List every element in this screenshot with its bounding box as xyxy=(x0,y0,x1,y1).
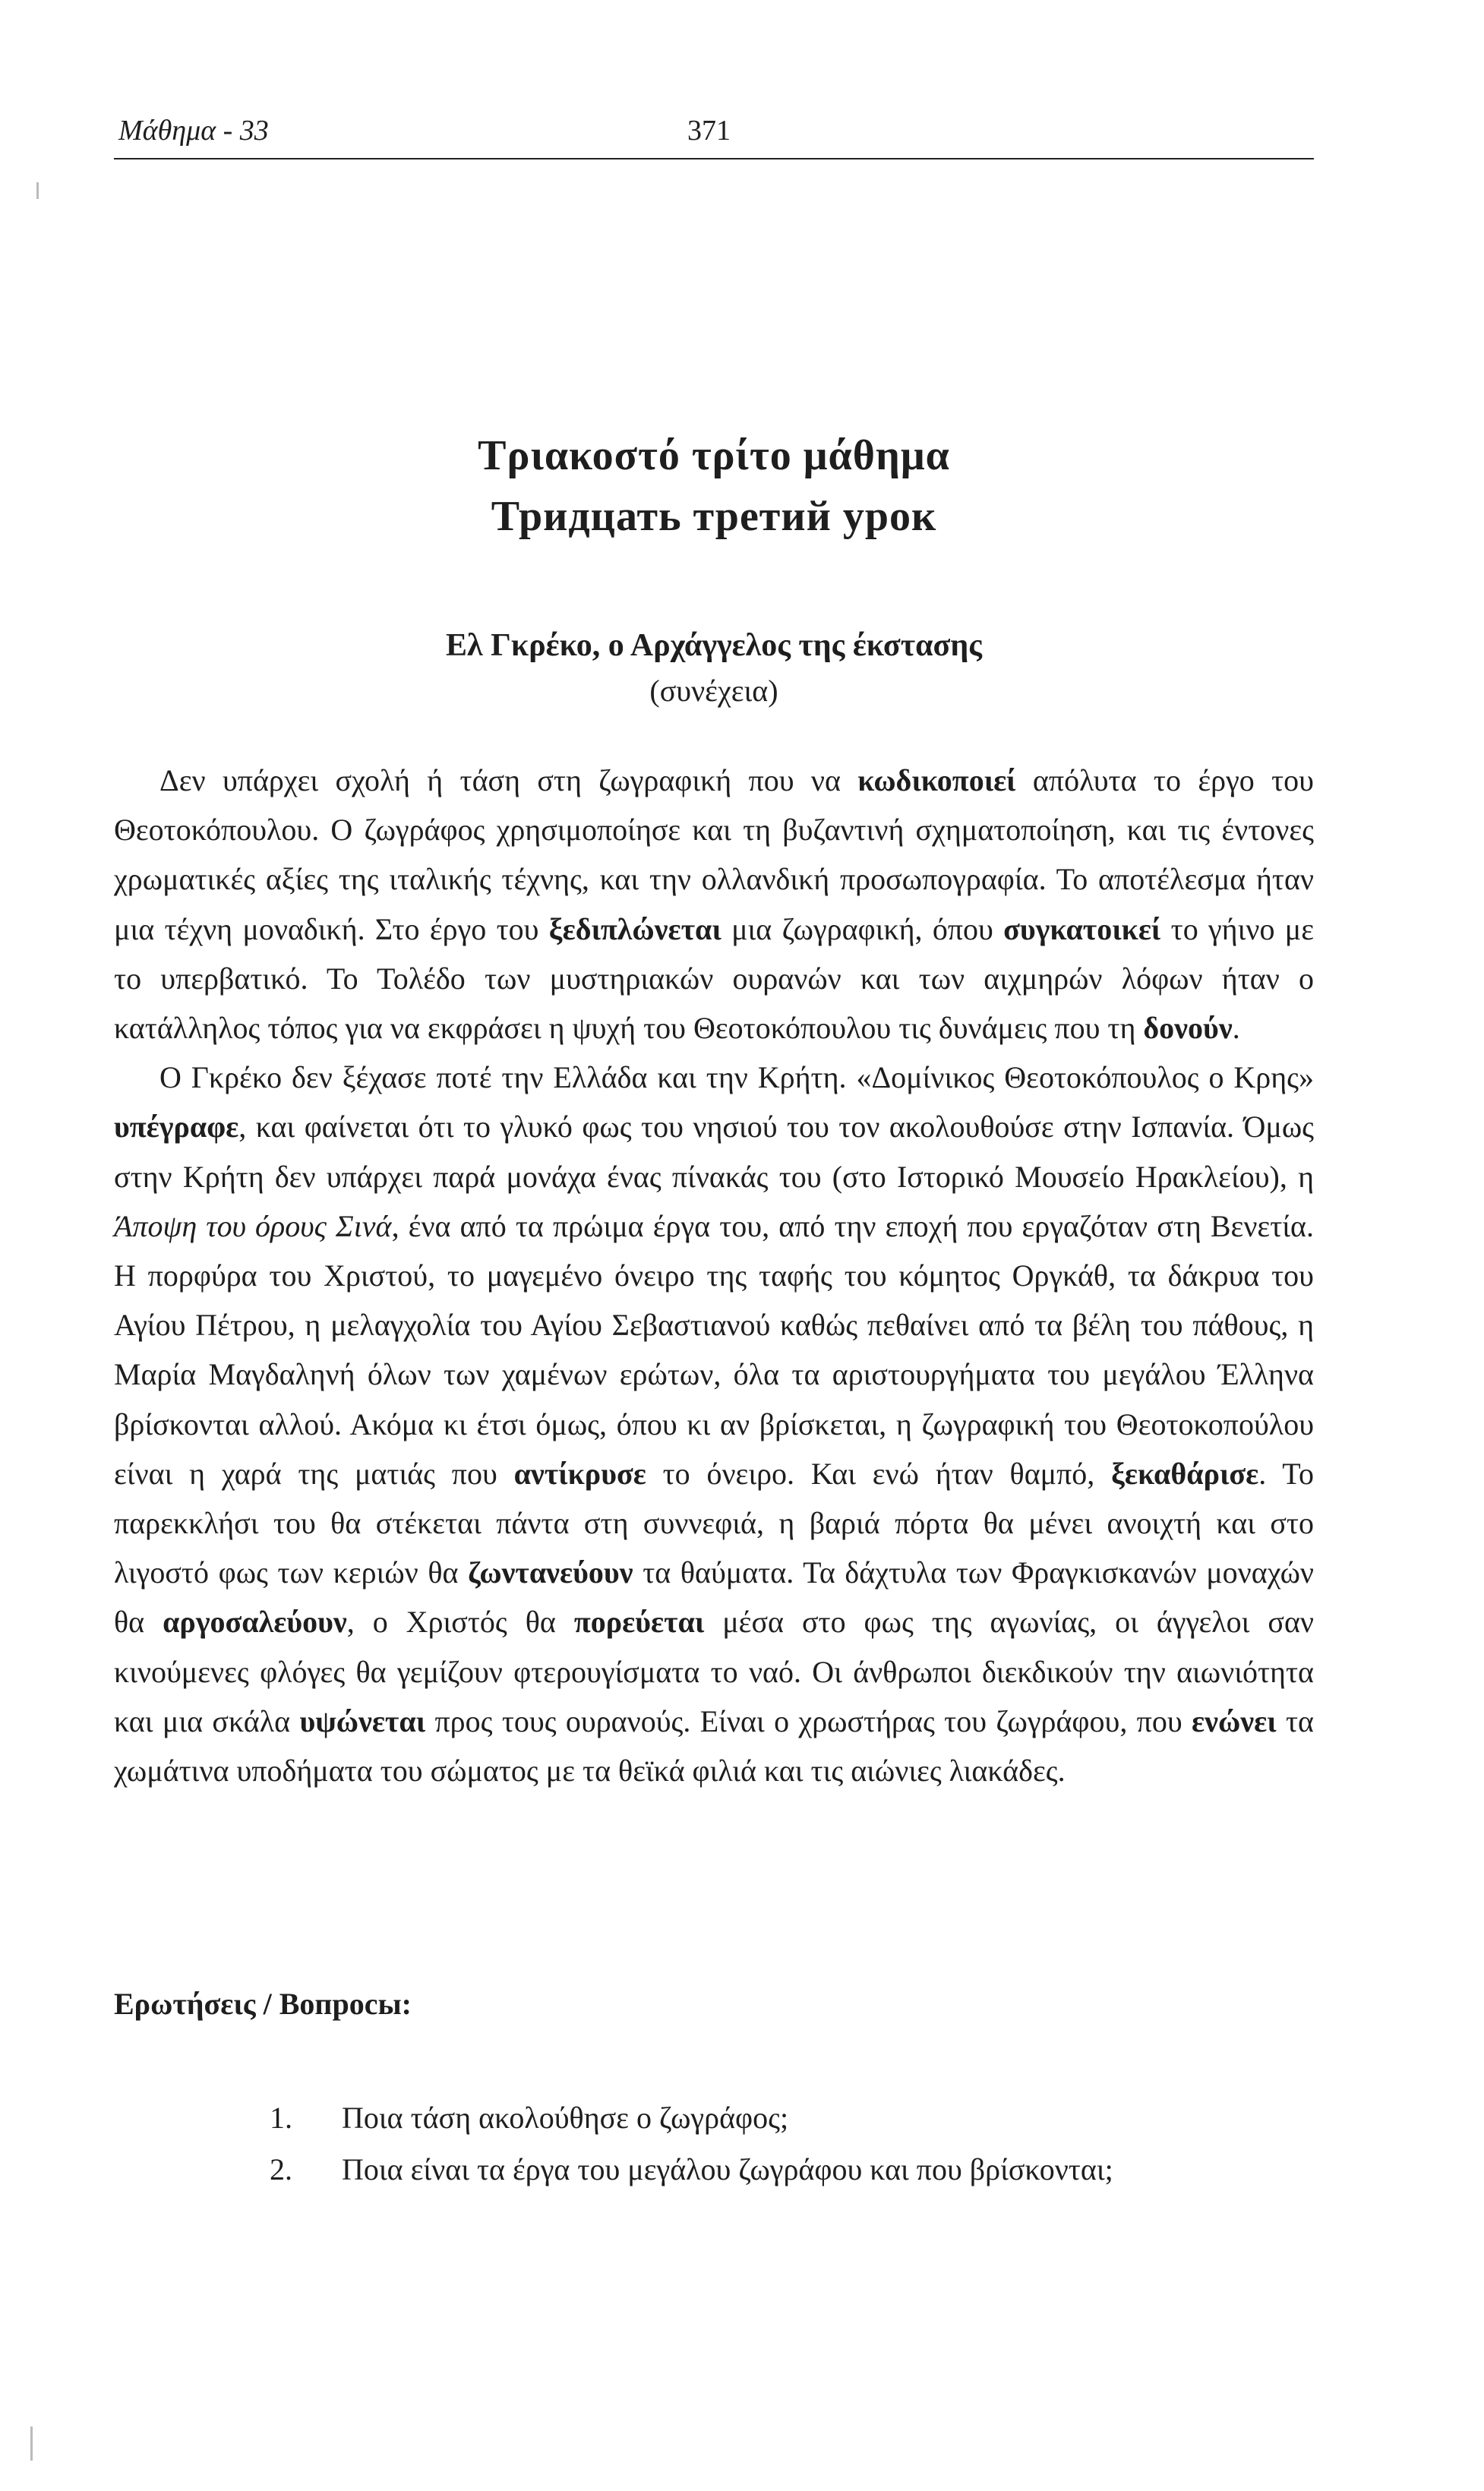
bold-word: αργοσαλεύουν xyxy=(163,1605,347,1640)
scan-margin-mark xyxy=(36,182,39,199)
text-run: προς τους ουρανούς. Είναι ο χρωστήρας του ζωγράφου, που xyxy=(425,1703,1192,1738)
text-run: , ο Χριστός θα xyxy=(346,1605,574,1640)
text-run: το γήινο με το υπερβατικό. Το Τολέδο των μυστηριακών ουρανών και των αιχμηρών λόφων ήταν ο κατάλληλος τόπος για να εκφράσει η ψυχή του Θεοτοκόπουλου τις δυνάμεις που τη xyxy=(114,911,1314,1046)
lesson-title xyxy=(114,425,1314,547)
question-item xyxy=(270,2092,1333,2144)
bold-word: συγκατοικεί xyxy=(1003,911,1161,946)
section-heading xyxy=(114,623,1314,714)
section-continued: (συνέχεια) xyxy=(649,674,778,708)
text-run: Δεν υπάρχει σχολή ή τάση στη ζωγραφική που να xyxy=(159,763,858,797)
paragraph-1 xyxy=(114,756,1314,1053)
text-run: , ένα από τα πρώιμα έργα του, από την εποχή που εργαζόταν στη Βενετία. Η πορφύρα του Χριστού, το μαγεμένο όνειρο της ταφής του κόμητος Οργκάθ, τα δάκρυα του Αγίου Πέτρου, η μελαγχολία του Αγίου Σεβαστιανού καθώς πεθαίνει από τα βέλη του πάθους, η Μαρία Μαγδαληνή όλων των χαμένων ερώτων, όλα τα αριστουργήματα του μεγάλου Έλληνα βρίσκονται αλλού. Ακόμα κι έτσι όμως, όπου κι αν βρίσκεται, η ζωγραφική του Θεοτοκοπούλου είναι η χαρά της ματιάς που xyxy=(114,1208,1314,1491)
text-run: . xyxy=(1232,1011,1240,1046)
text-run: απόλυτα το έργο του Θεοτοκόπουλου. Ο ζωγράφος χρησιμοποίησε και τη βυζαντινή σχηματοποίηση, και τις έντονες χρωματικές αξίες της ιταλικής τέχνης, και την ολλανδική προσωπογραφία. Το αποτέλεσμα ήταν μια τέχνη μοναδική. Στο έργο του xyxy=(114,763,1314,946)
bold-word: ζωντανεύουν xyxy=(468,1555,633,1590)
text-run: τα χωμάτινα υποδήματα του σώματος με τα θεϊκά φιλιά και τις αιώνιες λιακάδες. xyxy=(114,1703,1314,1789)
question-text: Ποια είναι τα έργα του μεγάλου ζωγράφου και που βρίσκονται; xyxy=(342,2152,1113,2186)
text-run: μέσα στο φως της αγωνίας, οι άγγελοι σαν κινούμενες φλόγες θα γεμίζουν φτερουγίσματα το ναό. Οι άνθρωποι διεκδικούν την αιωνιότητα και μια σκάλα xyxy=(114,1605,1314,1738)
question-number: 2. xyxy=(270,2152,292,2186)
text-run: . Το παρεκκλήσι του θα στέκεται πάντα στη συννεφιά, η βαριά πόρτα θα μένει ανοιχτή και στο λιγοστό φως των κεριών θα xyxy=(114,1456,1314,1590)
bold-word: ξεδιπλώνεται xyxy=(548,911,721,946)
questions-list xyxy=(270,2092,1333,2196)
paragraph-2 xyxy=(114,1053,1314,1795)
text-run: , και φαίνεται ότι το γλυκό φως του νησιού του τον ακολουθούσε στην Ισπανία. Όμως στην Κρήτη δεν υπάρχει παρά μονάχα ένας πίνακάς του (στο Ιστορικό Μουσείο Ηρακλείου), η xyxy=(114,1110,1314,1194)
bold-word: υπέγραφε xyxy=(114,1110,239,1144)
question-text: Ποια τάση ακολούθησε ο ζωγράφος; xyxy=(342,2101,789,2135)
title-greek: Τριακοστό τρίτο μάθημα xyxy=(478,432,950,479)
bold-word: υψώνεται xyxy=(299,1703,426,1738)
text-run: Ο Γκρέκο δεν ξέχασε ποτέ την Ελλάδα και την Κρήτη. «Δομίνικος Θεοτοκόπουλος ο Κρης» xyxy=(159,1060,1314,1095)
bold-word: ξεκαθάρισε xyxy=(1111,1456,1259,1491)
body-text xyxy=(114,756,1314,1795)
text-run: τα θαύματα. Τα δάχτυλα των Φραγκισκανών μοναχών θα xyxy=(114,1555,1314,1640)
bold-word: δονούν xyxy=(1143,1011,1233,1046)
bold-word: πορεύεται xyxy=(573,1605,705,1640)
italic-title: Άποψη του όρους Σινά xyxy=(114,1208,392,1243)
text-run: μια ζωγραφική, όπου xyxy=(721,911,1004,946)
scan-margin-mark xyxy=(30,2426,33,2461)
section-title: Ελ Γκρέκο, ο Αρχάγγελος της έκστασης xyxy=(446,628,982,663)
bold-word: κωδικοποιεί xyxy=(857,763,1016,797)
question-item xyxy=(270,2144,1333,2196)
page-number: 371 xyxy=(687,115,731,147)
running-header xyxy=(114,112,1314,159)
text-run: το όνειρο. Και ενώ ήταν θαμπό, xyxy=(646,1456,1112,1491)
question-number: 1. xyxy=(270,2101,292,2135)
questions-heading: Ερωτήσεις / Вопросы: xyxy=(114,1987,412,2021)
title-russian: Тридцать третий урок xyxy=(491,493,937,540)
lesson-label: Μάθημα - 33 xyxy=(118,115,269,147)
bold-word: ενώνει xyxy=(1192,1703,1277,1738)
bold-word: αντίκρυσε xyxy=(513,1456,646,1491)
